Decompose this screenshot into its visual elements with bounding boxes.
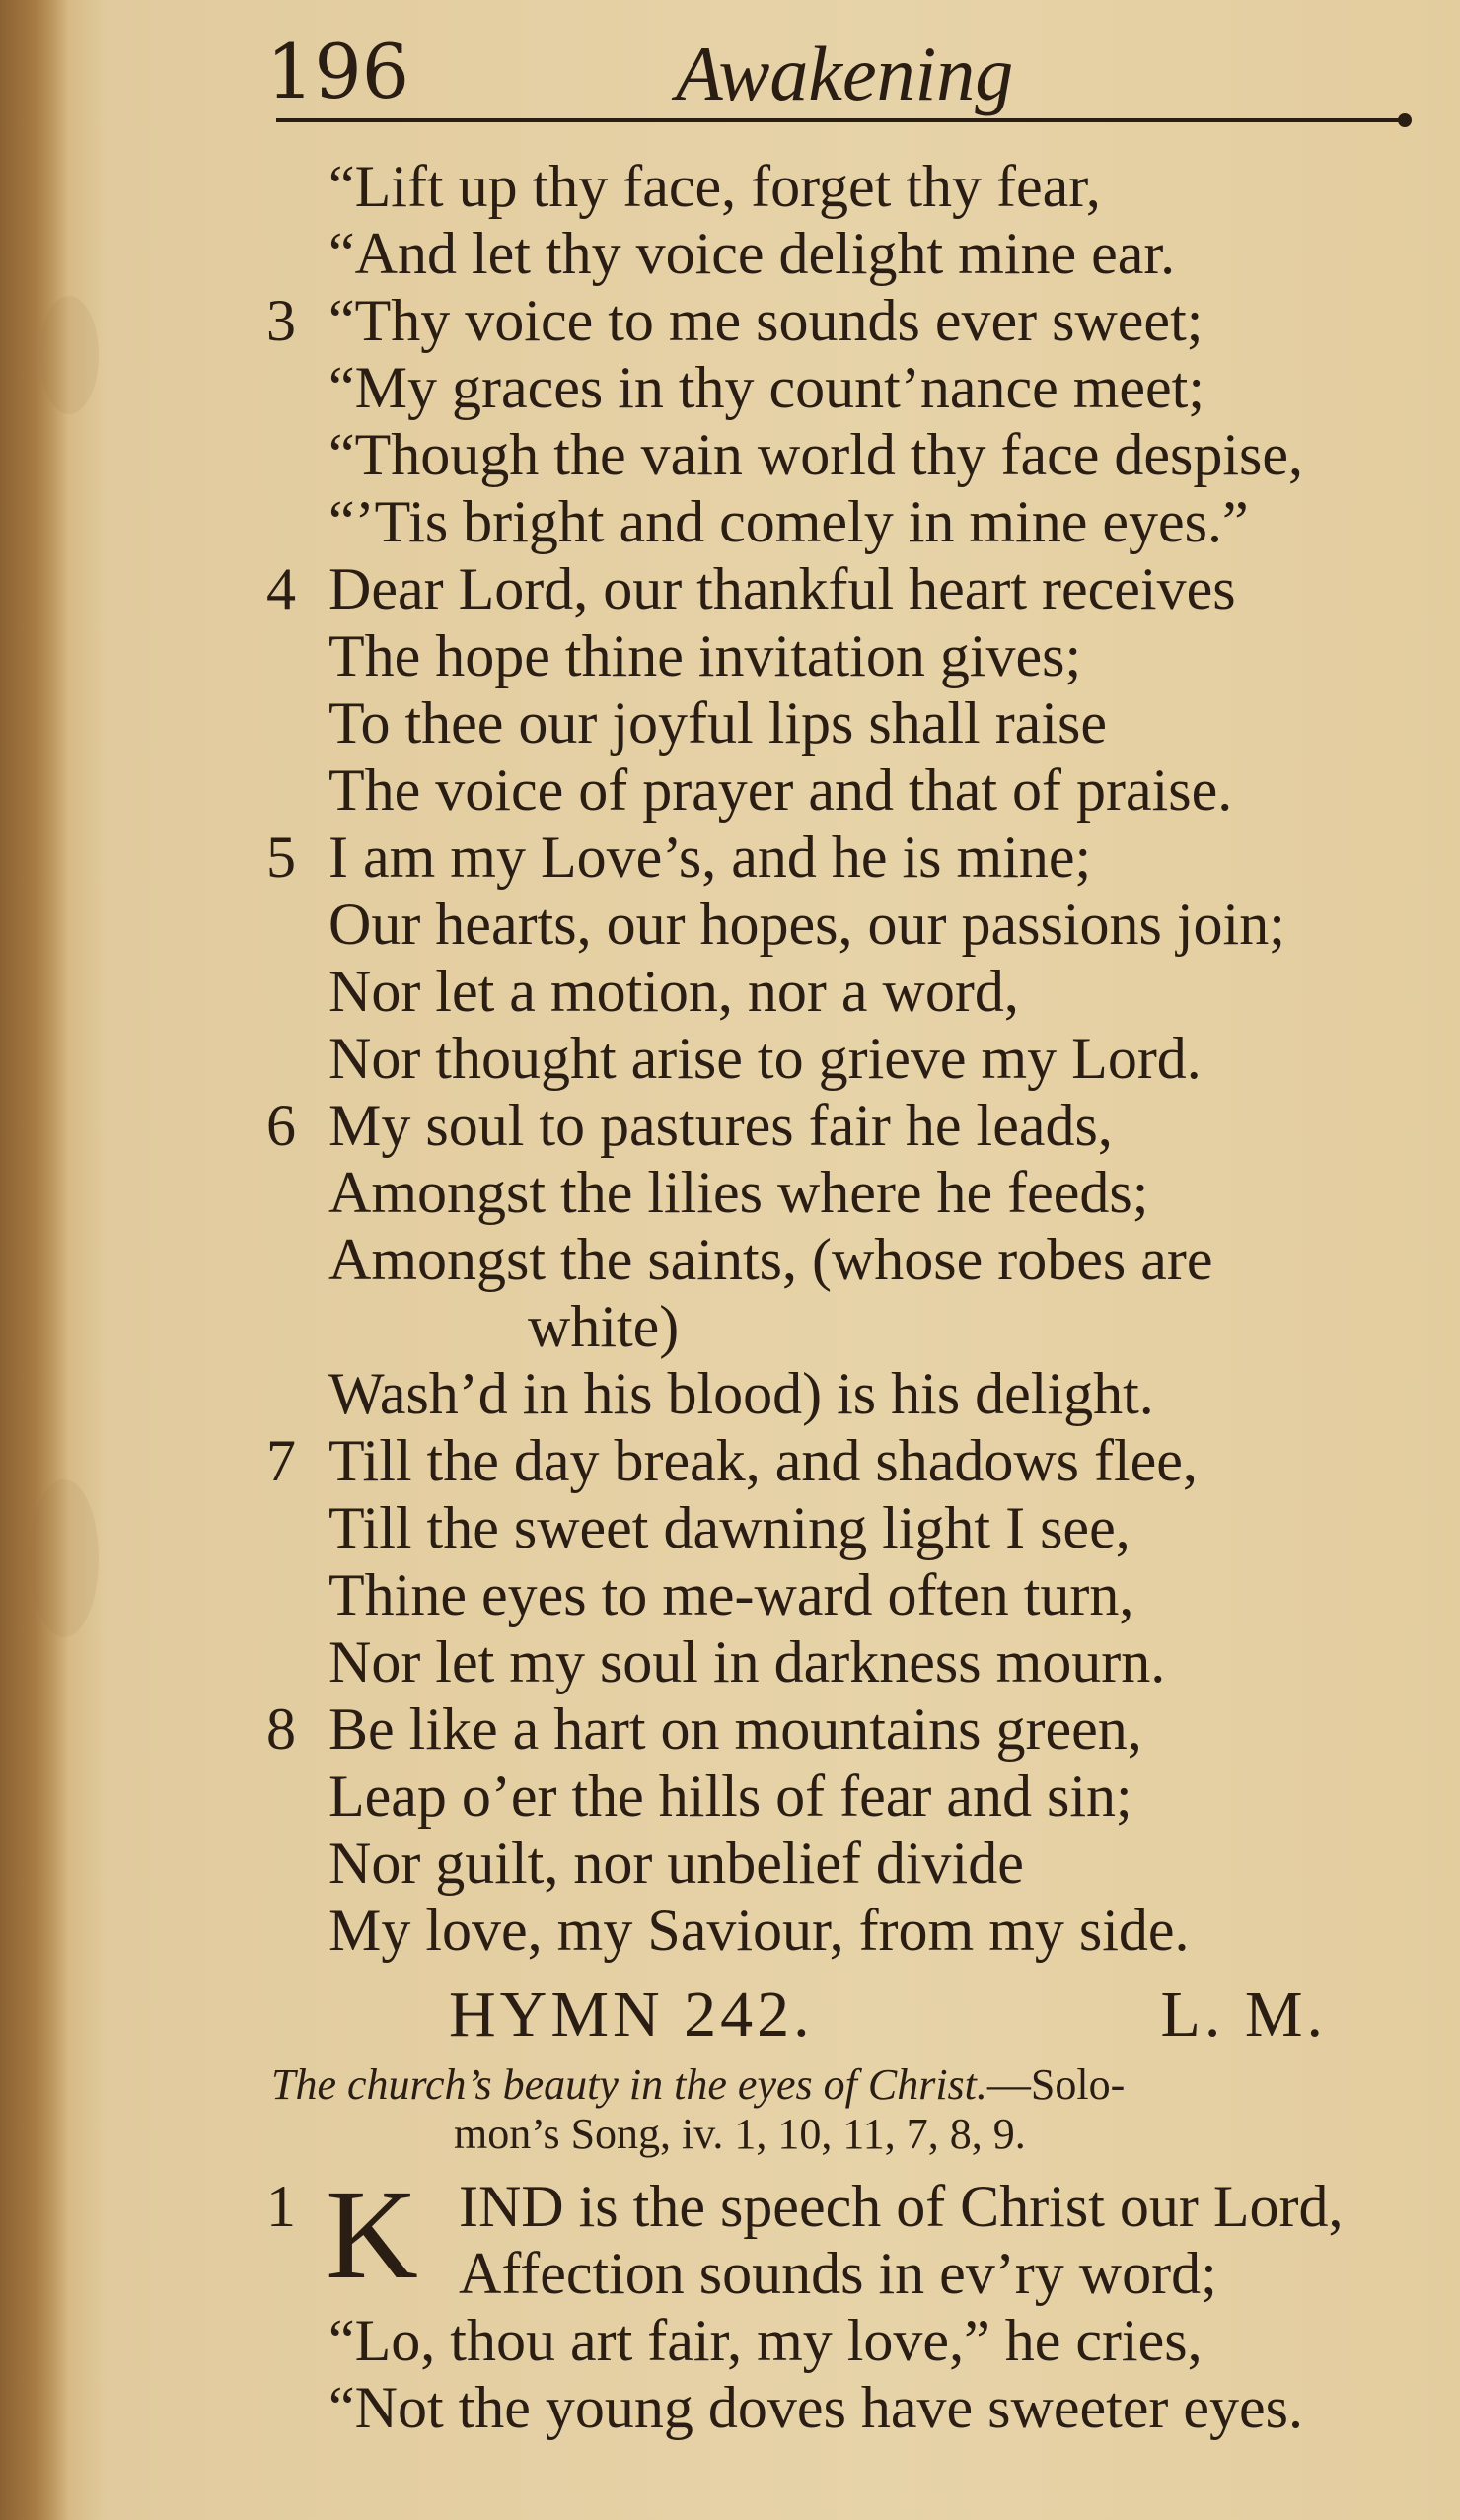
paper-stain <box>39 296 99 414</box>
hymn-heading <box>252 1964 1435 2060</box>
hymn-subtitle-reference: —Solo- <box>986 2060 1126 2109</box>
verse-line: “Lift up thy face, forget thy fear, <box>328 154 1101 219</box>
paper-stain <box>30 1479 99 1637</box>
hymn-subtitle <box>252 2060 1435 2110</box>
verse-line: The hope thine invitation gives; <box>328 623 1082 688</box>
stanza-6 <box>252 1092 1435 1427</box>
verse-line-continuation: white) <box>528 1294 680 1359</box>
verse-line: “And let thy voice delight mine ear. <box>328 221 1176 286</box>
verse-line: Affection sounds in ev’ry word; <box>459 2241 1217 2306</box>
verse-line: Nor guilt, nor unbelief divide <box>328 1831 1024 1896</box>
verse-line: Till the day break, and shadows flee, <box>328 1428 1198 1493</box>
stanza-number: 1 <box>266 2174 296 2239</box>
verse-line: Amongst the saints, (whose robes are <box>328 1227 1213 1292</box>
stanza-3 <box>252 287 1435 555</box>
verse-line: Our hearts, our hopes, our passions join; <box>328 892 1285 957</box>
verse-line: Wash’d in his blood) is his delight. <box>328 1361 1154 1426</box>
header-rule <box>276 118 1406 122</box>
stanza-number: 5 <box>266 825 296 890</box>
verse-line: Amongst the lilies where he feeds; <box>328 1160 1149 1225</box>
verse-line: Nor let my soul in darkness mourn. <box>328 1629 1166 1694</box>
stanza-7 <box>252 1427 1435 1695</box>
hymn-text <box>252 153 1435 2441</box>
verse-line: Dear Lord, our thankful heart receives <box>328 556 1236 621</box>
verse-line: “Not the young doves have sweeter eyes. <box>328 2375 1304 2440</box>
stanza-number: 6 <box>266 1093 296 1158</box>
verse-line: My love, my Saviour, from my side. <box>328 1898 1190 1963</box>
verse-line: I am my Love’s, and he is mine; <box>328 825 1092 890</box>
verse-line: “Though the vain world thy face despise, <box>328 422 1304 487</box>
hymn-subtitle-theme: The church’s beauty in the eyes of Christ. <box>271 2060 987 2109</box>
stanza-4 <box>252 555 1435 824</box>
verse-line: “’Tis bright and comely in mine eyes.” <box>328 489 1249 554</box>
verse-line: Be like a hart on mountains green, <box>328 1696 1142 1762</box>
hymn-subtitle-reference-cont: mon’s Song, iv. 1, 10, 11, 7, 8, 9. <box>454 2110 1026 2158</box>
verse-line: Leap o’er the hills of fear and sin; <box>328 1764 1132 1829</box>
stanza-5 <box>252 824 1435 1092</box>
stanza-number: 8 <box>266 1696 296 1762</box>
verse-line: Nor thought arise to grieve my Lord. <box>328 1026 1202 1091</box>
stanza-number: 4 <box>266 556 296 621</box>
stanza-number: 3 <box>266 288 296 353</box>
page-header <box>266 28 1401 126</box>
verse-line: “Lo, thou art fair, my love,” he cries, <box>328 2308 1203 2373</box>
stanza-continued <box>252 153 1435 287</box>
running-head: Awakening <box>676 31 1014 116</box>
verse-line: The voice of prayer and that of praise. <box>328 757 1233 823</box>
hymn-title: HYMN 242. <box>449 1979 814 2051</box>
verse-line: Thine eyes to me-ward often turn, <box>328 1562 1134 1627</box>
stanza-8 <box>252 1695 1435 1964</box>
hymn-meter: L. M. <box>1160 1979 1327 2051</box>
drop-cap: K <box>326 2164 418 2306</box>
page-number: 196 <box>266 28 410 115</box>
verse-line: “My graces in thy count’nance meet; <box>328 355 1204 420</box>
verse-line: “Thy voice to me sounds ever sweet; <box>328 288 1204 353</box>
verse-line: Nor let a motion, nor a word, <box>328 959 1019 1024</box>
verse-line: IND is the speech of Christ our Lord, <box>459 2174 1344 2239</box>
hymn-stanza-1 <box>252 2164 1435 2441</box>
verse-line: To thee our joyful lips shall raise <box>328 690 1107 756</box>
stanza-number: 7 <box>266 1428 296 1493</box>
verse-line: Till the sweet dawning light I see, <box>328 1495 1131 1560</box>
verse-line: My soul to pastures fair he leads, <box>328 1093 1113 1158</box>
